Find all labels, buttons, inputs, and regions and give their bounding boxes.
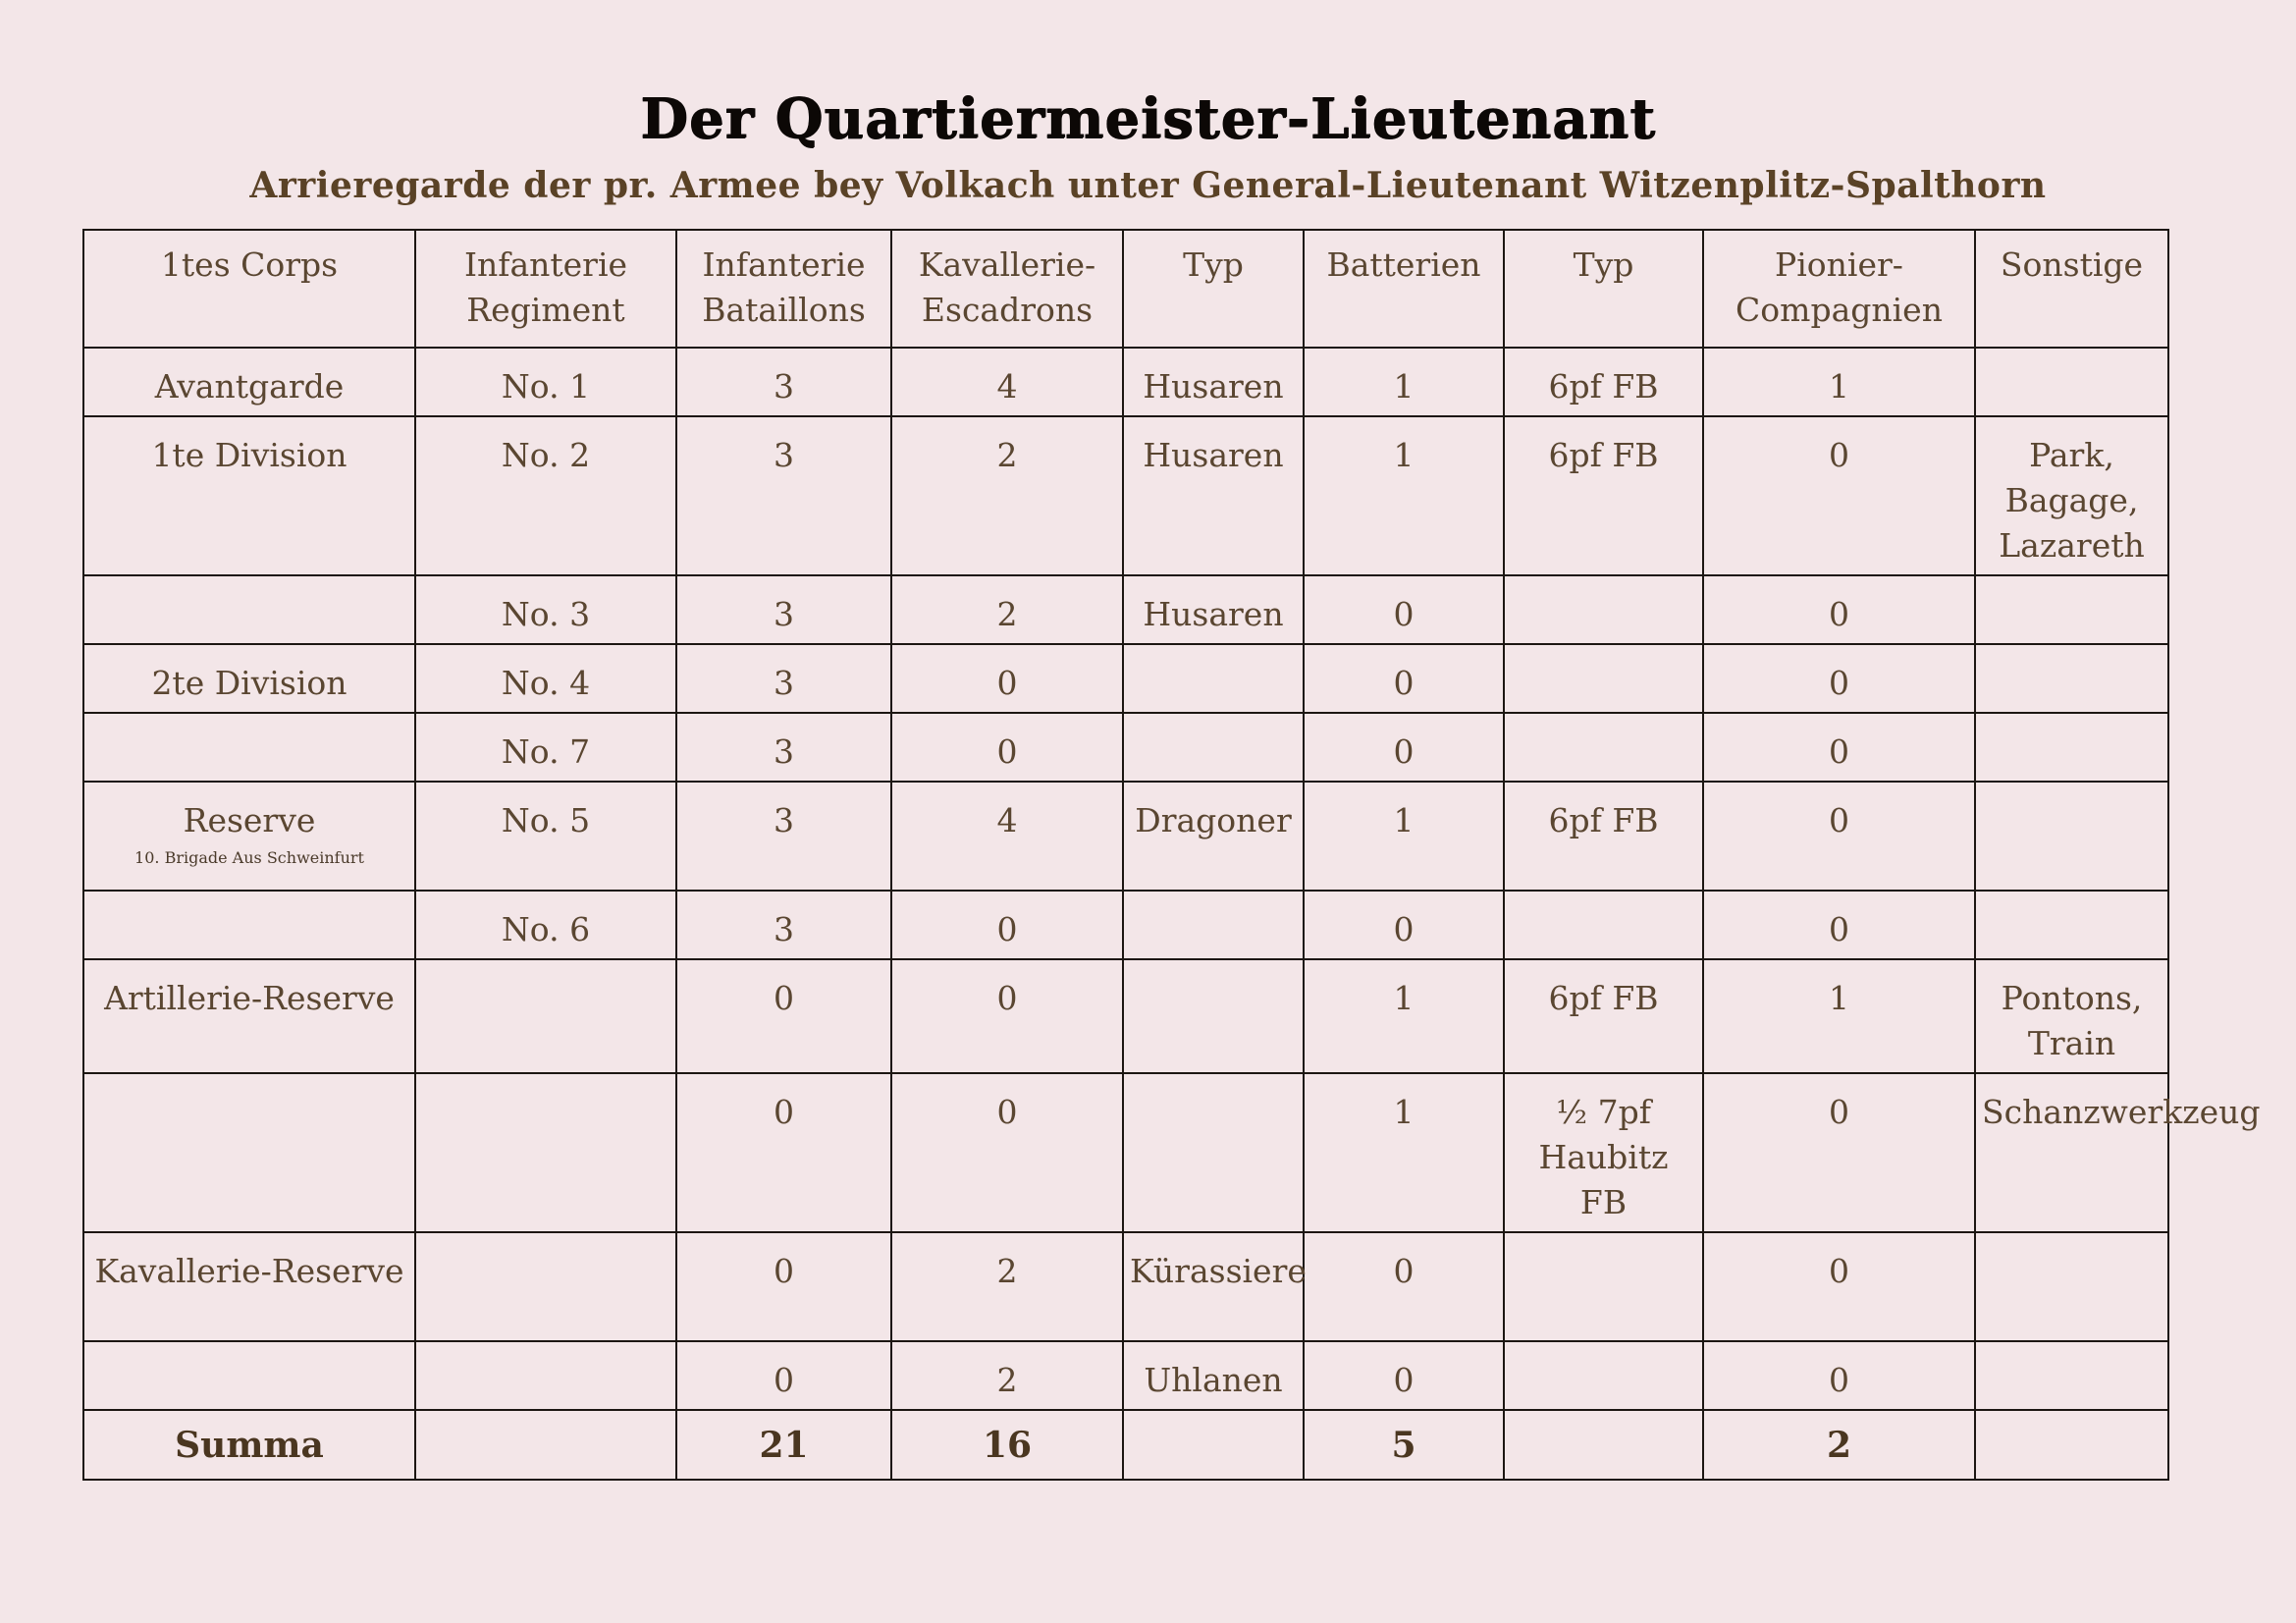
cell-artillery-type [1504,1341,1703,1410]
cell-artillery-type: 6pf FB [1504,416,1703,575]
cell-batteries: 1 [1304,959,1504,1073]
cell-cavalry-type [1123,959,1304,1073]
cell-pioneers: 0 [1703,782,1975,891]
summa-artillery-type [1504,1410,1703,1480]
cell-corps: 2te Division [83,644,415,713]
cell-corps [83,891,415,959]
header-infantry-regiment: Infanterie Regiment [415,230,676,348]
cell-cavalry-type: Husaren [1123,575,1304,644]
cell-squadrons: 2 [891,1341,1123,1410]
cell-regiment: No. 7 [415,713,676,782]
cell-pioneers: 0 [1703,713,1975,782]
cell-batteries: 1 [1304,348,1504,416]
cell-artillery-type: 6pf FB [1504,959,1703,1073]
cell-artillery-type [1504,575,1703,644]
cell-corps [83,713,415,782]
header-cavalry-squadrons: Kavallerie-Escadrons [891,230,1123,348]
table-header-row [83,230,2168,348]
table-row [83,782,2168,891]
cell-batteries: 0 [1304,644,1504,713]
cell-corps: Artillerie-Reserve [83,959,415,1073]
cell-artillery-type [1504,644,1703,713]
cell-pioneers: 0 [1703,1073,1975,1232]
summa-batteries: 5 [1304,1410,1504,1480]
cell-other [1975,891,2168,959]
cell-other: Schanzwerkzeug [1975,1073,2168,1232]
cell-cavalry-type [1123,891,1304,959]
corps-name: Reserve [183,801,316,839]
table-row [83,1232,2168,1341]
cell-batteries: 0 [1304,713,1504,782]
cell-regiment [415,1232,676,1341]
summa-battalions: 21 [676,1410,891,1480]
cell-regiment: No. 5 [415,782,676,891]
cell-batteries: 1 [1304,1073,1504,1232]
cell-squadrons: 4 [891,348,1123,416]
summa-cavalry-type [1123,1410,1304,1480]
cell-other [1975,1232,2168,1341]
cell-battalions: 0 [676,959,891,1073]
cell-cavalry-type [1123,713,1304,782]
cell-regiment [415,1073,676,1232]
cell-corps: 1te Division [83,416,415,575]
table-row [83,575,2168,644]
summa-label: Summa [83,1410,415,1480]
cell-artillery-type: 6pf FB [1504,348,1703,416]
cell-squadrons: 0 [891,959,1123,1073]
header-pioneer-companies: Pionier-Compagnien [1703,230,1975,348]
cell-batteries: 0 [1304,891,1504,959]
cell-corps [83,1073,415,1232]
cell-artillery-type [1504,891,1703,959]
cell-corps [83,782,415,891]
summa-other [1975,1410,2168,1480]
summa-regiment [415,1410,676,1480]
cell-corps [83,575,415,644]
cell-other: Pontons, Train [1975,959,2168,1073]
cell-squadrons: 4 [891,782,1123,891]
cell-pioneers: 0 [1703,1341,1975,1410]
cell-cavalry-type: Kürassiere [1123,1232,1304,1341]
table-row [83,416,2168,575]
header-artillery-type: Typ [1504,230,1703,348]
summa-row [83,1410,2168,1480]
cell-other [1975,575,2168,644]
cell-cavalry-type [1123,644,1304,713]
table-row [83,1341,2168,1410]
cell-squadrons: 2 [891,416,1123,575]
cell-cavalry-type: Husaren [1123,348,1304,416]
page-title: Der Quartiermeister-Lieutenant [640,86,1656,151]
cell-regiment: No. 1 [415,348,676,416]
page-subtitle: Arrieregarde der pr. Armee bey Volkach unter General-Lieutenant Witzenplitz-Spalthorn [249,165,2047,206]
cell-battalions: 3 [676,713,891,782]
header-cavalry-type: Typ [1123,230,1304,348]
cell-squadrons: 0 [891,644,1123,713]
order-of-battle-table [82,229,2261,1481]
cell-battalions: 0 [676,1341,891,1410]
cell-artillery-type: 6pf FB [1504,782,1703,891]
cell-batteries: 0 [1304,1232,1504,1341]
cell-pioneers: 1 [1703,959,1975,1073]
cell-regiment: No. 6 [415,891,676,959]
cell-cavalry-type [1123,1073,1304,1232]
cell-other [1975,713,2168,782]
header-other: Sonstige [1975,230,2168,348]
cell-artillery-type: ½ 7pf Haubitz FB [1504,1073,1703,1232]
cell-battalions: 0 [676,1232,891,1341]
cell-pioneers: 0 [1703,575,1975,644]
cell-battalions: 3 [676,891,891,959]
header-batteries: Batterien [1304,230,1504,348]
cell-squadrons: 2 [891,1232,1123,1341]
cell-regiment [415,959,676,1073]
cell-squadrons: 0 [891,1073,1123,1232]
cell-artillery-type [1504,1232,1703,1341]
cell-pioneers: 0 [1703,416,1975,575]
cell-squadrons: 0 [891,891,1123,959]
cell-artillery-type [1504,713,1703,782]
cell-battalions: 3 [676,416,891,575]
cell-other: Park, Bagage, Lazareth [1975,416,2168,575]
cell-batteries: 1 [1304,416,1504,575]
cell-regiment: No. 3 [415,575,676,644]
cell-corps: Kavallerie-Reserve [83,1232,415,1341]
cell-pioneers: 1 [1703,348,1975,416]
table-row [83,959,2168,1073]
brigade-note: 10. Brigade Aus Schweinfurt [134,848,364,867]
table-row [83,713,2168,782]
cell-squadrons: 2 [891,575,1123,644]
cell-battalions: 3 [676,575,891,644]
cell-battalions: 3 [676,782,891,891]
summa-squadrons: 16 [891,1410,1123,1480]
table-row [83,348,2168,416]
cell-batteries: 0 [1304,575,1504,644]
cell-cavalry-type: Uhlanen [1123,1341,1304,1410]
header-corps: 1tes Corps [83,230,415,348]
cell-pioneers: 0 [1703,644,1975,713]
cell-regiment: No. 4 [415,644,676,713]
cell-battalions: 3 [676,644,891,713]
cell-regiment: No. 2 [415,416,676,575]
cell-regiment [415,1341,676,1410]
cell-corps: Avantgarde [83,348,415,416]
table-row [83,891,2168,959]
cell-corps [83,1341,415,1410]
cell-squadrons: 0 [891,713,1123,782]
cell-cavalry-type: Husaren [1123,416,1304,575]
summa-pioneers: 2 [1703,1410,1975,1480]
cell-battalions: 3 [676,348,891,416]
table-row [83,644,2168,713]
cell-other [1975,348,2168,416]
table-row [83,1073,2168,1232]
cell-batteries: 1 [1304,782,1504,891]
cell-battalions: 0 [676,1073,891,1232]
cell-cavalry-type: Dragoner [1123,782,1304,891]
cell-batteries: 0 [1304,1341,1504,1410]
cell-other [1975,782,2168,891]
cell-pioneers: 0 [1703,1232,1975,1341]
cell-other [1975,644,2168,713]
cell-pioneers: 0 [1703,891,1975,959]
header-infantry-battalions: Infanterie Bataillons [676,230,891,348]
cell-other [1975,1341,2168,1410]
